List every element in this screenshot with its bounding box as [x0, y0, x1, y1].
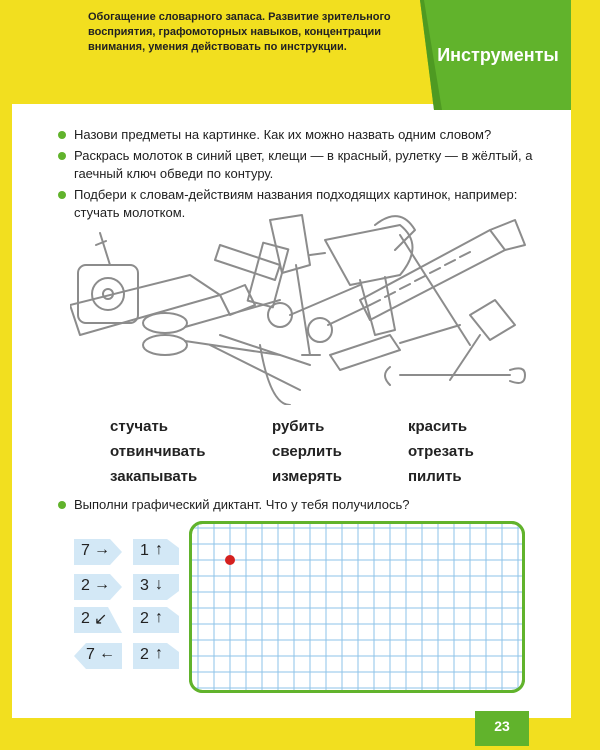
- action-word: красить: [408, 418, 468, 435]
- step-count: 7: [86, 646, 95, 663]
- dictation-step: [74, 574, 122, 600]
- task-list: [58, 496, 538, 517]
- action-word: закапывать: [110, 468, 198, 485]
- task-item: Подбери к словам-действиям названия подходящих картинок, например: стучать молотком.: [58, 186, 538, 222]
- tape-measure-icon: [78, 233, 138, 323]
- page-number: 23: [494, 718, 510, 734]
- word-column: [272, 418, 342, 485]
- dictation-step: [133, 574, 179, 600]
- action-word: рубить: [272, 418, 325, 435]
- word-column: [110, 418, 206, 485]
- arrow-left-icon: ←: [99, 645, 115, 662]
- step-count: 2: [81, 577, 90, 594]
- step-count: 3: [140, 577, 149, 594]
- step-count: 1: [140, 542, 149, 559]
- arrow-right-icon: →: [94, 576, 110, 593]
- step-count: 7: [81, 542, 90, 559]
- arrow-up-icon: ↑: [155, 645, 163, 662]
- action-word: измерять: [272, 468, 343, 485]
- pliers-icon: [210, 335, 310, 405]
- wrench-icon: [385, 367, 525, 385]
- screwdriver-icon: [330, 325, 460, 370]
- dictation-step: [74, 643, 122, 669]
- shovel-icon: [270, 215, 320, 355]
- start-dot: [225, 555, 235, 565]
- arrow-right-icon: →: [94, 541, 110, 558]
- word-column: [408, 418, 474, 485]
- task-item: Выполни графический диктант. Что у тебя получилось?: [58, 496, 538, 514]
- yellow-frame-right: [571, 0, 600, 750]
- action-word: сверлить: [272, 443, 342, 460]
- arrow-down-icon: ↓: [155, 576, 163, 593]
- arrow-down-left-icon: ↙: [94, 611, 108, 628]
- action-word: пилить: [408, 468, 462, 485]
- step-count: 2: [81, 610, 90, 627]
- dictation-step: [133, 643, 179, 669]
- paint-brush-icon: [450, 300, 515, 380]
- dictation-step: [133, 607, 179, 633]
- dictation-grid[interactable]: [189, 521, 525, 693]
- task-item: Раскрась молоток в синий цвет, клещи — в красный, рулетку — в жёлтый, а гаечный ключ обведи по контуру.: [58, 147, 538, 183]
- arrow-up-icon: ↑: [155, 609, 163, 626]
- intro-text: Обогащение словарного запаса. Развитие зрительного восприятия, графомоторных навыков, концентрации внимания, умения действовать по инструкции.: [88, 11, 391, 53]
- tools-illustration: [70, 205, 530, 405]
- yellow-frame-left: [0, 0, 12, 750]
- step-count: 2: [140, 610, 149, 627]
- arrow-up-icon: ↑: [155, 541, 163, 558]
- step-count: 2: [140, 646, 149, 663]
- shears-icon: [268, 285, 370, 342]
- dictation-step: [74, 539, 122, 565]
- dictation-step: [74, 607, 122, 633]
- page-title: Инструменты: [437, 45, 559, 65]
- dictation-step: [133, 539, 179, 565]
- action-word: стучать: [110, 418, 169, 435]
- action-word: отвинчивать: [110, 443, 206, 460]
- task-item: Назови предметы на картинке. Как их можно назвать одним словом?: [58, 126, 538, 144]
- action-word: отрезать: [408, 443, 474, 460]
